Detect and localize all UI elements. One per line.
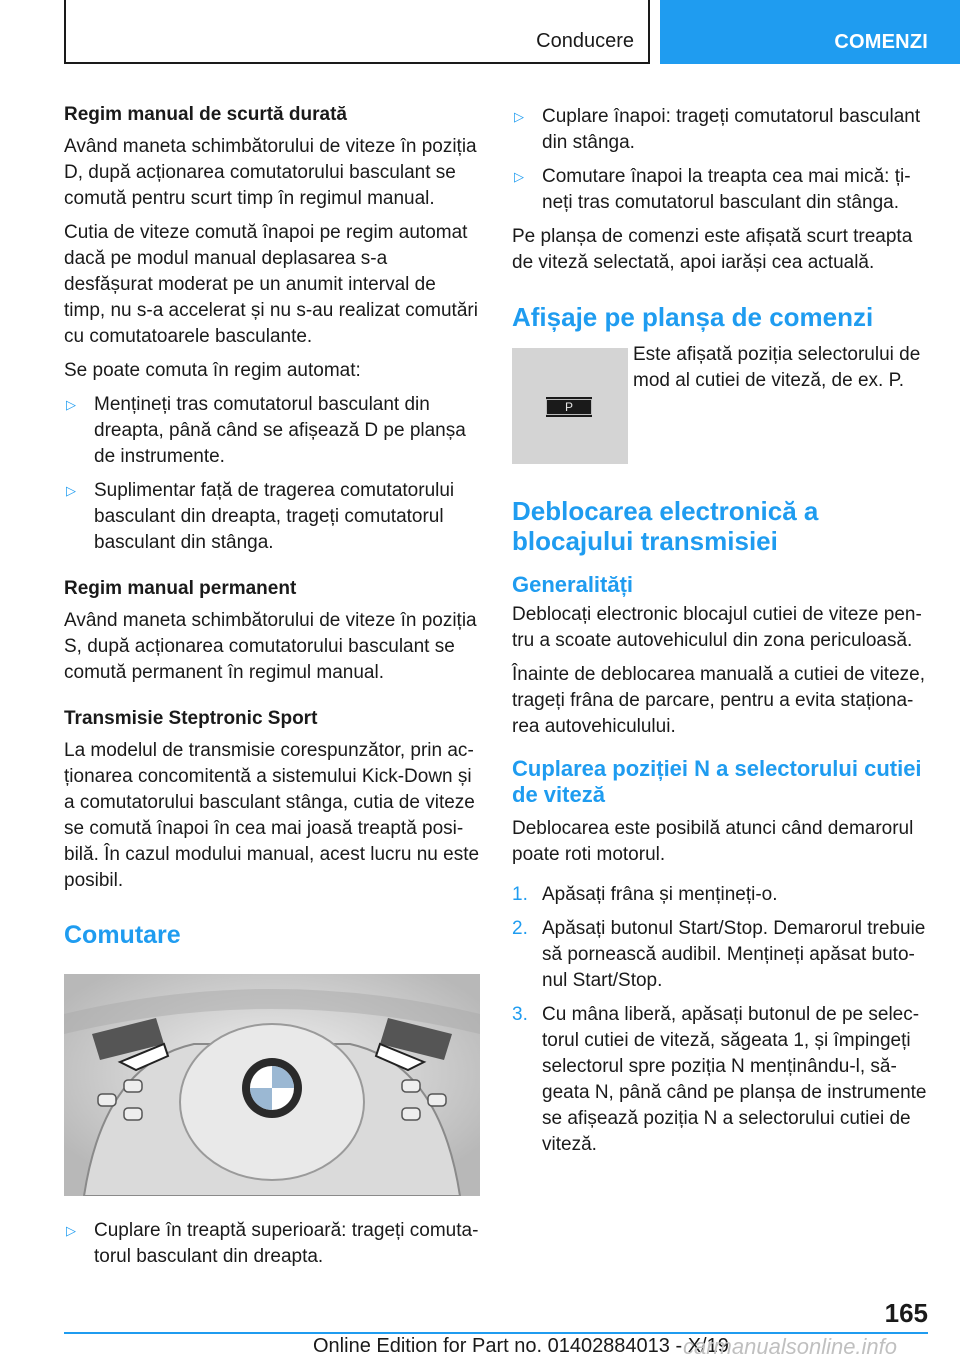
paragraph: Deblocarea este posibilă atunci când demarorul poate roti motorul. [512,818,914,865]
gear-indicator-label: P [546,399,592,415]
heading-short-manual: Regim manual de scurtă durată [64,104,347,125]
triangle-bullet-icon: ▷ [66,483,76,498]
paragraph: Se poate comuta în regim automat: [64,360,361,381]
bullet-item [64,478,480,556]
heading-steptronic-sport: Transmisie Steptronic Sport [64,708,318,729]
page-number: 165 [884,1298,928,1328]
display-image [512,348,628,464]
step-text: Apăsați frâna și mențineți-o. [542,884,778,905]
triangle-bullet-icon: ▷ [514,169,524,184]
heading-engage-n: Cuplarea poziției N a selectorului cutiei de viteză [512,756,922,807]
steering-wheel-image [64,974,480,1196]
left-column [64,102,480,1278]
numbered-step [512,916,928,994]
numbered-step [512,882,928,908]
display-description: Este afișată poziția selectorului de mod al cutiei de viteză, de ex. P. [633,344,921,391]
footer-edition-text: Online Edition for Part no. 01402884013 - X/19 [313,1335,729,1357]
bullet-item [512,164,928,216]
step-text: Cu mâna liberă, apăsați butonul de pe selectorul cutiei de viteză, săgeata 1, și împingeți selectorul spre poziția N menținându-l, săgeata N, până când pe planșa de instrumente se afișează poziția N a selectorului cutiei de viteză. [542,1004,927,1155]
step-text: Apăsați butonul Start/Stop. Demarorul trebuie să pornească audibil. Mențineți apăsat butonul Start/Stop. [542,918,926,991]
paragraph: Având maneta schimbătorului de viteze în poziția S, după acționarea comutatorului basculant se comută permanent în regimul manual. [64,610,477,683]
heading-displays: Afișaje pe planșa de comenzi [512,302,874,332]
header-section-title: Conducere [536,30,634,52]
numbered-step [512,1002,928,1158]
bullet-text: Suplimentar față de tragerea comutatorului basculant din dreapta, trageți comutatorul basculant din stânga. [94,480,455,553]
paragraph: Înainte de deblocarea manuală a cutiei de viteze, trageți frâna de parcare, pentru a evita staționarea autovehiculului. [512,664,925,737]
step-number: 3. [512,1004,528,1025]
footer-watermark: carmanualsonline.info [683,1334,898,1359]
heading-permanent-manual: Regim manual permanent [64,578,297,599]
heading-electronic-unlock: Deblocarea electronică a blocajului transmisiei [512,496,819,556]
bullet-text: Comutare înapoi la treapta cea mai mică: țineți tras comutatorul basculant din stânga. [542,166,911,213]
bullet-item [512,104,928,156]
bullet-text: Cuplare înapoi: trageți comutatorul basculant din stânga. [542,106,921,153]
paragraph: Deblocați electronic blocajul cutiei de viteze pentru a scoate autovehiculul din zona periculoasă. [512,604,922,651]
bullet-item [64,1218,480,1270]
triangle-bullet-icon: ▷ [66,1223,76,1238]
bullet-text: Mențineți tras comutatorul basculant din dreapta, până când se afișează D pe planșa de instrumente. [94,394,466,467]
header-chapter-title: COMENZI [834,31,928,53]
heading-comutare: Comutare [64,921,181,949]
step-number: 2. [512,918,528,939]
heading-generalities: Generalități [512,572,634,597]
paragraph: Pe planșa de comenzi este afișată scurt treapta de viteză selectată, apoi iarăși cea actuală. [512,226,913,273]
step-number: 1. [512,884,528,905]
bullet-text: Cuplare în treaptă superioară: trageți comutatorul basculant din dreapta. [94,1220,479,1267]
header-section-box [64,0,650,64]
paragraph: Cutia de viteze comută înapoi pe regim automat dacă pe modul manual deplasarea s-a desfășurat moderat pe un anumit interval de timp, nu s-a accelerat și nu s-au realizat comutări cu comutatoarele basculante. [64,222,478,347]
triangle-bullet-icon: ▷ [66,397,76,412]
header-chapter-box [660,0,960,64]
right-column [512,104,928,1166]
gear-indicator-box [546,397,592,417]
display-figure-row [512,344,928,466]
paragraph: La modelul de transmisie corespunzător, prin acționarea concomitentă a sistemului Kick-Down și a comutatorului basculant stânga, cutia de viteze se comută înapoi în cea mai joasă treaptă posibilă. În cazul modului manual, acest lucru nu este posibil. [64,740,480,891]
bullet-item [64,392,480,470]
paragraph: Având maneta schimbătorului de viteze în poziția D, după acționarea comutatorului basculant se comută pentru scurt timp în regimul manual. [64,136,477,209]
triangle-bullet-icon: ▷ [514,109,524,124]
